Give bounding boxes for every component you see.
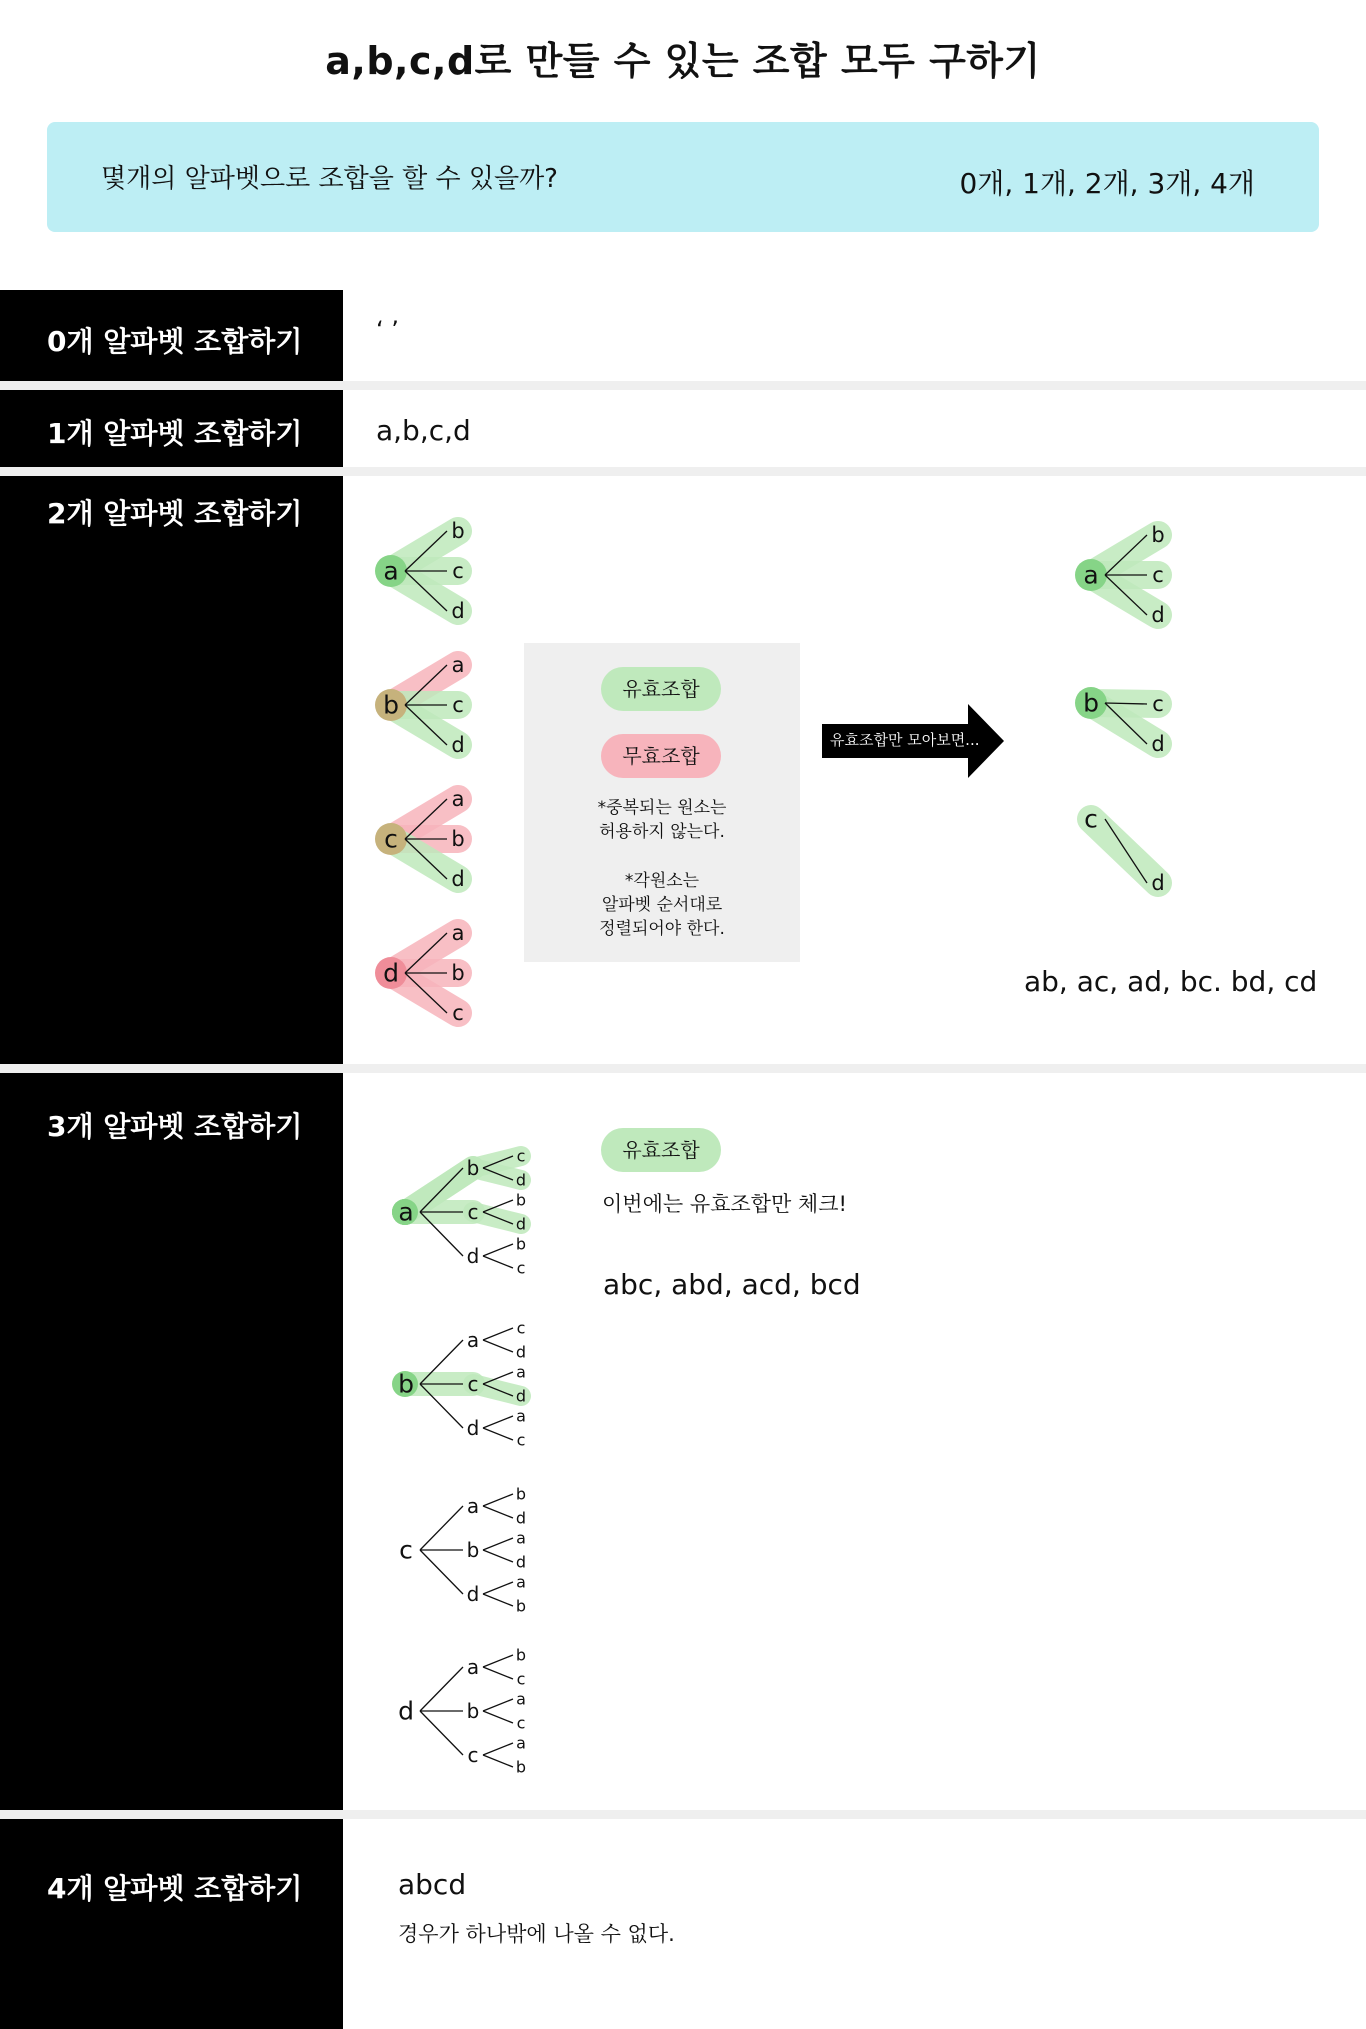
section-label-0 [0,290,343,381]
section-title: 3개 알파벳 조합하기 [47,1110,303,1143]
mid-node-label: a [466,1494,480,1518]
root-node-label: b [383,690,399,720]
root-node-label: d [383,958,399,988]
root-node-label: c [1084,804,1098,834]
section-label-3 [0,1073,343,1810]
rule-line: 정렬되어야 한다. [599,919,725,939]
tree-edge [483,1699,513,1711]
empty-combination: ‘ ’ [376,316,399,344]
leaf-node-label: d [515,1342,527,1362]
rule-line: 허용하지 않는다. [599,822,725,842]
child-node-label: c [452,559,464,583]
single-combinations: a,b,c,d [376,414,471,447]
child-node-label: d [1151,871,1165,895]
tree-edge [483,1655,513,1667]
legend-invalid-pill: 무효조합 [601,734,721,778]
section-divider [0,1064,1366,1073]
rule-line: *각원소는 [624,871,700,891]
mid-node-label: c [467,1200,479,1224]
root-node-label: c [399,1535,413,1565]
section-title: 0개 알파벳 조합하기 [47,325,303,358]
section-divider [0,1810,1366,1819]
child-node-label: a [451,653,465,677]
three-letter-note: 이번에는 유효조합만 체크! [602,1192,847,1216]
tree-edge [420,1550,463,1594]
four-letter-result: abcd [398,1868,467,1901]
leaf-node-label: c [516,1669,526,1689]
leaf-node-label: d [515,1508,527,1528]
tree-edge [483,1340,513,1352]
leaf-node-label: c [516,1258,526,1278]
banner-answer: 0개, 1개, 2개, 3개, 4개 [959,167,1255,200]
four-letter-note: 경우가 하나밖에 나올 수 없다. [398,1922,675,1946]
tree-edge [483,1538,513,1550]
leaf-node-label: a [516,1689,526,1709]
child-node-label: d [451,867,465,891]
section-label-4 [0,1819,343,2029]
mid-node-label: b [466,1699,480,1723]
leaf-node-label: b [515,1596,527,1616]
section-title: 4개 알파벳 조합하기 [47,1872,303,1905]
section-title: 2개 알파벳 조합하기 [47,497,303,530]
child-node-label: b [451,827,465,851]
leaf-node-label: a [516,1362,526,1382]
child-node-label: d [451,599,465,623]
leaf-node-label: a [516,1733,526,1753]
leaf-node-label: a [516,1572,526,1592]
tree-edge [483,1743,513,1755]
child-node-label: c [452,1001,464,1025]
section-divider [0,467,1366,476]
tree-edge [483,1582,513,1594]
mid-node-label: d [466,1582,480,1606]
tree-edge [420,1506,463,1550]
banner-question: 몇개의 알파벳으로 조합을 할 수 있을까? [101,164,558,194]
child-node-label: a [451,787,465,811]
child-node-label: c [1152,563,1164,587]
child-node-label: d [1151,603,1165,627]
leaf-node-label: c [516,1713,526,1733]
root-node-label: b [1083,688,1099,718]
page-title: a,b,c,d로 만들 수 있는 조합 모두 구하기 [325,39,1041,83]
leaf-node-label: c [516,1430,526,1450]
rule-sorted-order [524,869,800,941]
leaf-node-label: a [516,1528,526,1548]
mid-node-label: d [466,1416,480,1440]
tree-edge [483,1506,513,1518]
child-node-label: c [452,693,464,717]
tree-edge [483,1494,513,1506]
leaf-node-label: b [515,1234,527,1254]
mid-node-label: b [466,1538,480,1562]
mid-node-label: a [466,1655,480,1679]
legend-valid-pill: 유효조합 [601,1128,721,1172]
mid-node-label: c [467,1743,479,1767]
two-letter-result: ab, ac, ad, bc. bd, cd [1024,965,1318,998]
root-node-label: a [1083,560,1099,590]
leaf-node-label: b [515,1190,527,1210]
leaf-node-label: b [515,1757,527,1777]
leaf-node-label: d [515,1214,527,1234]
mid-node-label: b [466,1156,480,1180]
leaf-node-label: b [515,1645,527,1665]
three-letter-result: abc, abd, acd, bcd [603,1268,861,1301]
tree-edge [483,1428,513,1440]
tree-edge [483,1550,513,1562]
three-letter-tree-diagram [343,1073,643,1810]
root-node-label: d [398,1696,414,1726]
tree-edge [483,1244,513,1256]
child-node-label: d [451,733,465,757]
root-node-label: a [383,556,399,586]
tree-edge [483,1256,513,1268]
legend-valid-pill: 유효조합 [601,667,721,711]
tree-edge [483,1755,513,1767]
root-node-label: b [398,1369,414,1399]
question-banner [47,122,1319,232]
leaf-node-label: c [516,1318,526,1338]
tree-edge [483,1594,513,1606]
child-node-label: b [1151,523,1165,547]
rule-line: *중복되는 원소는 [597,798,727,818]
section-label-1 [0,390,343,467]
mid-node-label: d [466,1244,480,1268]
rule-line: 알파벳 순서대로 [601,895,723,915]
mid-node-label: a [466,1328,480,1352]
child-node-label: c [1152,692,1164,716]
tree-edge [420,1667,463,1711]
arrow-caption: 유효조합만 모아보면... [830,731,980,749]
leaf-node-label: b [515,1484,527,1504]
tree-edge [483,1416,513,1428]
section-divider [0,381,1366,390]
child-node-label: d [1151,732,1165,756]
tree-edge [483,1328,513,1340]
leaf-node-label: d [515,1386,527,1406]
rule-no-duplicate [524,796,800,844]
tree-edge [420,1711,463,1755]
leaf-node-label: c [516,1146,526,1166]
child-node-label: b [451,961,465,985]
leaf-node-label: d [515,1552,527,1572]
section-title: 1개 알파벳 조합하기 [47,417,303,450]
mid-node-label: c [467,1372,479,1396]
section-label-2 [0,476,343,1064]
child-node-label: a [451,921,465,945]
leaf-node-label: a [516,1406,526,1426]
child-node-label: b [451,519,465,543]
tree-edge [483,1667,513,1679]
root-node-label: a [398,1197,414,1227]
valid-branch-highlight [1091,819,1158,883]
root-node-label: c [384,824,398,854]
tree-edge [483,1711,513,1723]
leaf-node-label: d [515,1170,527,1190]
